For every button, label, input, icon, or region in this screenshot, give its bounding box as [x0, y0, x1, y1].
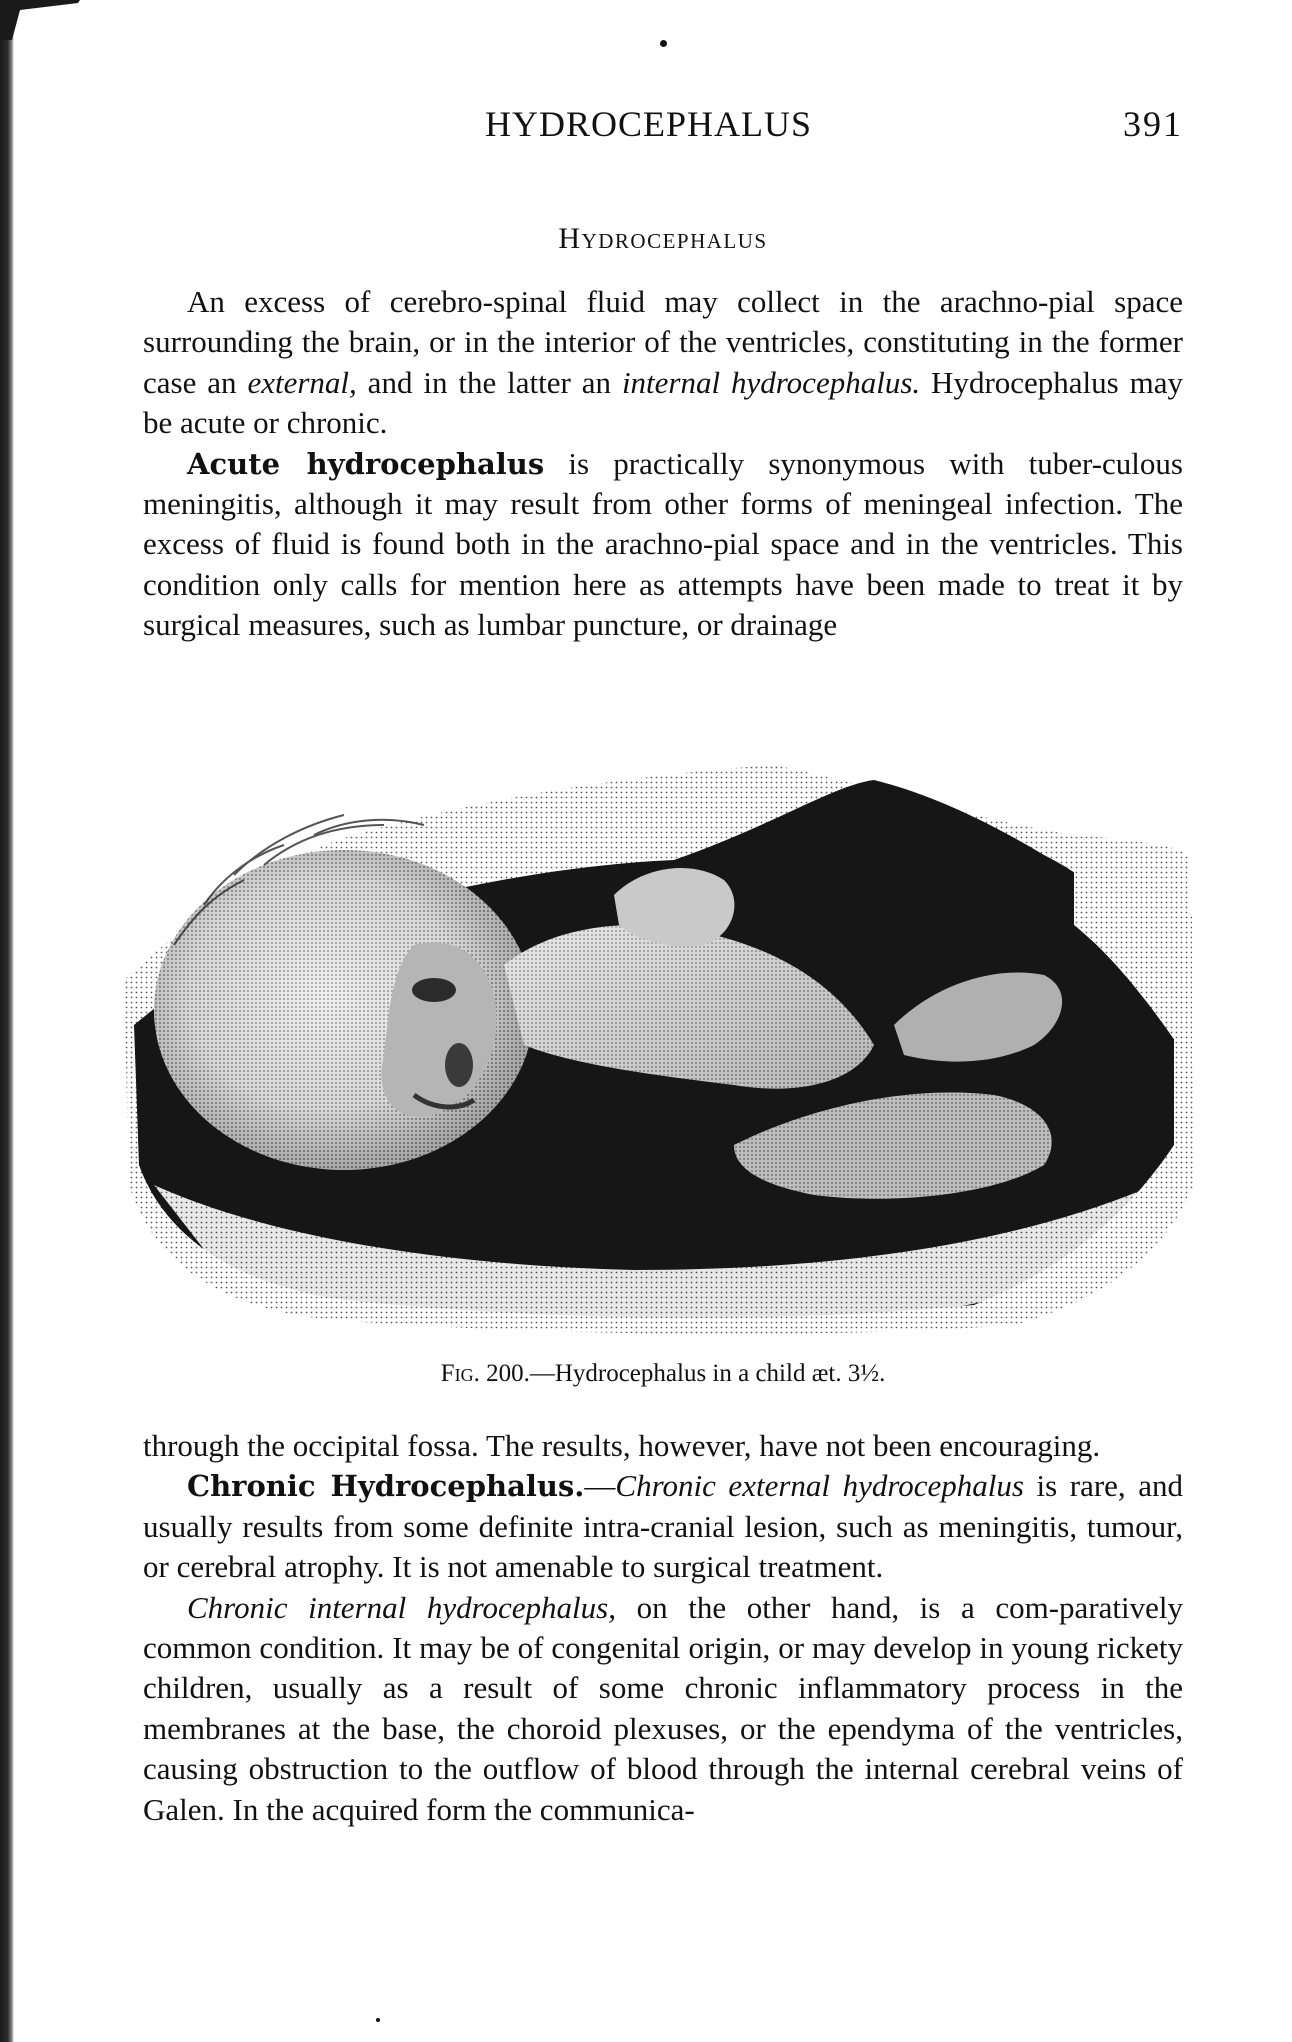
halftone-photograph [114, 765, 1196, 1337]
paragraph: Chronic Hydrocephalus.—Chronic external hydrocephalus is rare, and usually results from some definite intra-cranial lesion, such as meningitis, tumour, or cerebral atrophy. It is not amenable to surgical treatment. [143, 1468, 1184, 1585]
running-head [143, 103, 1183, 147]
figure-label: Fig. 200. [440, 1360, 530, 1387]
paragraph: An excess of cerebro-spinal fluid may collect in the arachno-pial space surrounding the brain, or in the interior of the ventricles, constituting in the former case an external, and in the latter an internal hydrocephalus. Hydrocephalus may be acute or chronic. [143, 284, 1184, 441]
section-heading: Hydrocephalus [558, 222, 768, 255]
binding-edge [0, 0, 14, 2042]
binding-flare [0, 0, 80, 40]
top-mark [660, 40, 667, 47]
bottom-mark [376, 2018, 380, 2022]
running-title: HYDROCEPHALUS [485, 104, 813, 144]
figure-photo [114, 765, 1196, 1337]
paragraph: Chronic internal hydrocephalus, on the other hand, is a com-paratively common condition. It may be of congenital origin, or may develop in young rickety children, usually as a result of some chronic inflammatory process in the membranes at the base, the choroid plexuses, or the ependyma of the ventricles, causing obstruction to the outflow of blood through the internal cerebral veins of Galen. In the acquired form the communica- [143, 1589, 1183, 1827]
paragraph: through the occipital fossa. The results, however, have not been encouraging. [143, 1428, 1101, 1463]
paragraph: Acute hydrocephalus is practically synonymous with tuber-culous meningitis, although it may result from other forms of meningeal infection. The excess of fluid is found both in the arachno-pial space and in the ventricles. This condition only calls for mention here as attempts have been made to treat it by surgical measures, such as lumbar puncture, or drainage [143, 445, 1183, 643]
figure-caption-text: —Hydrocephalus in a child æt. 3½. [529, 1360, 886, 1387]
text-block-top [143, 282, 1183, 646]
figure-caption [143, 1360, 1183, 1388]
page-number: 391 [1123, 104, 1183, 144]
text-block-bottom [143, 1426, 1183, 1830]
